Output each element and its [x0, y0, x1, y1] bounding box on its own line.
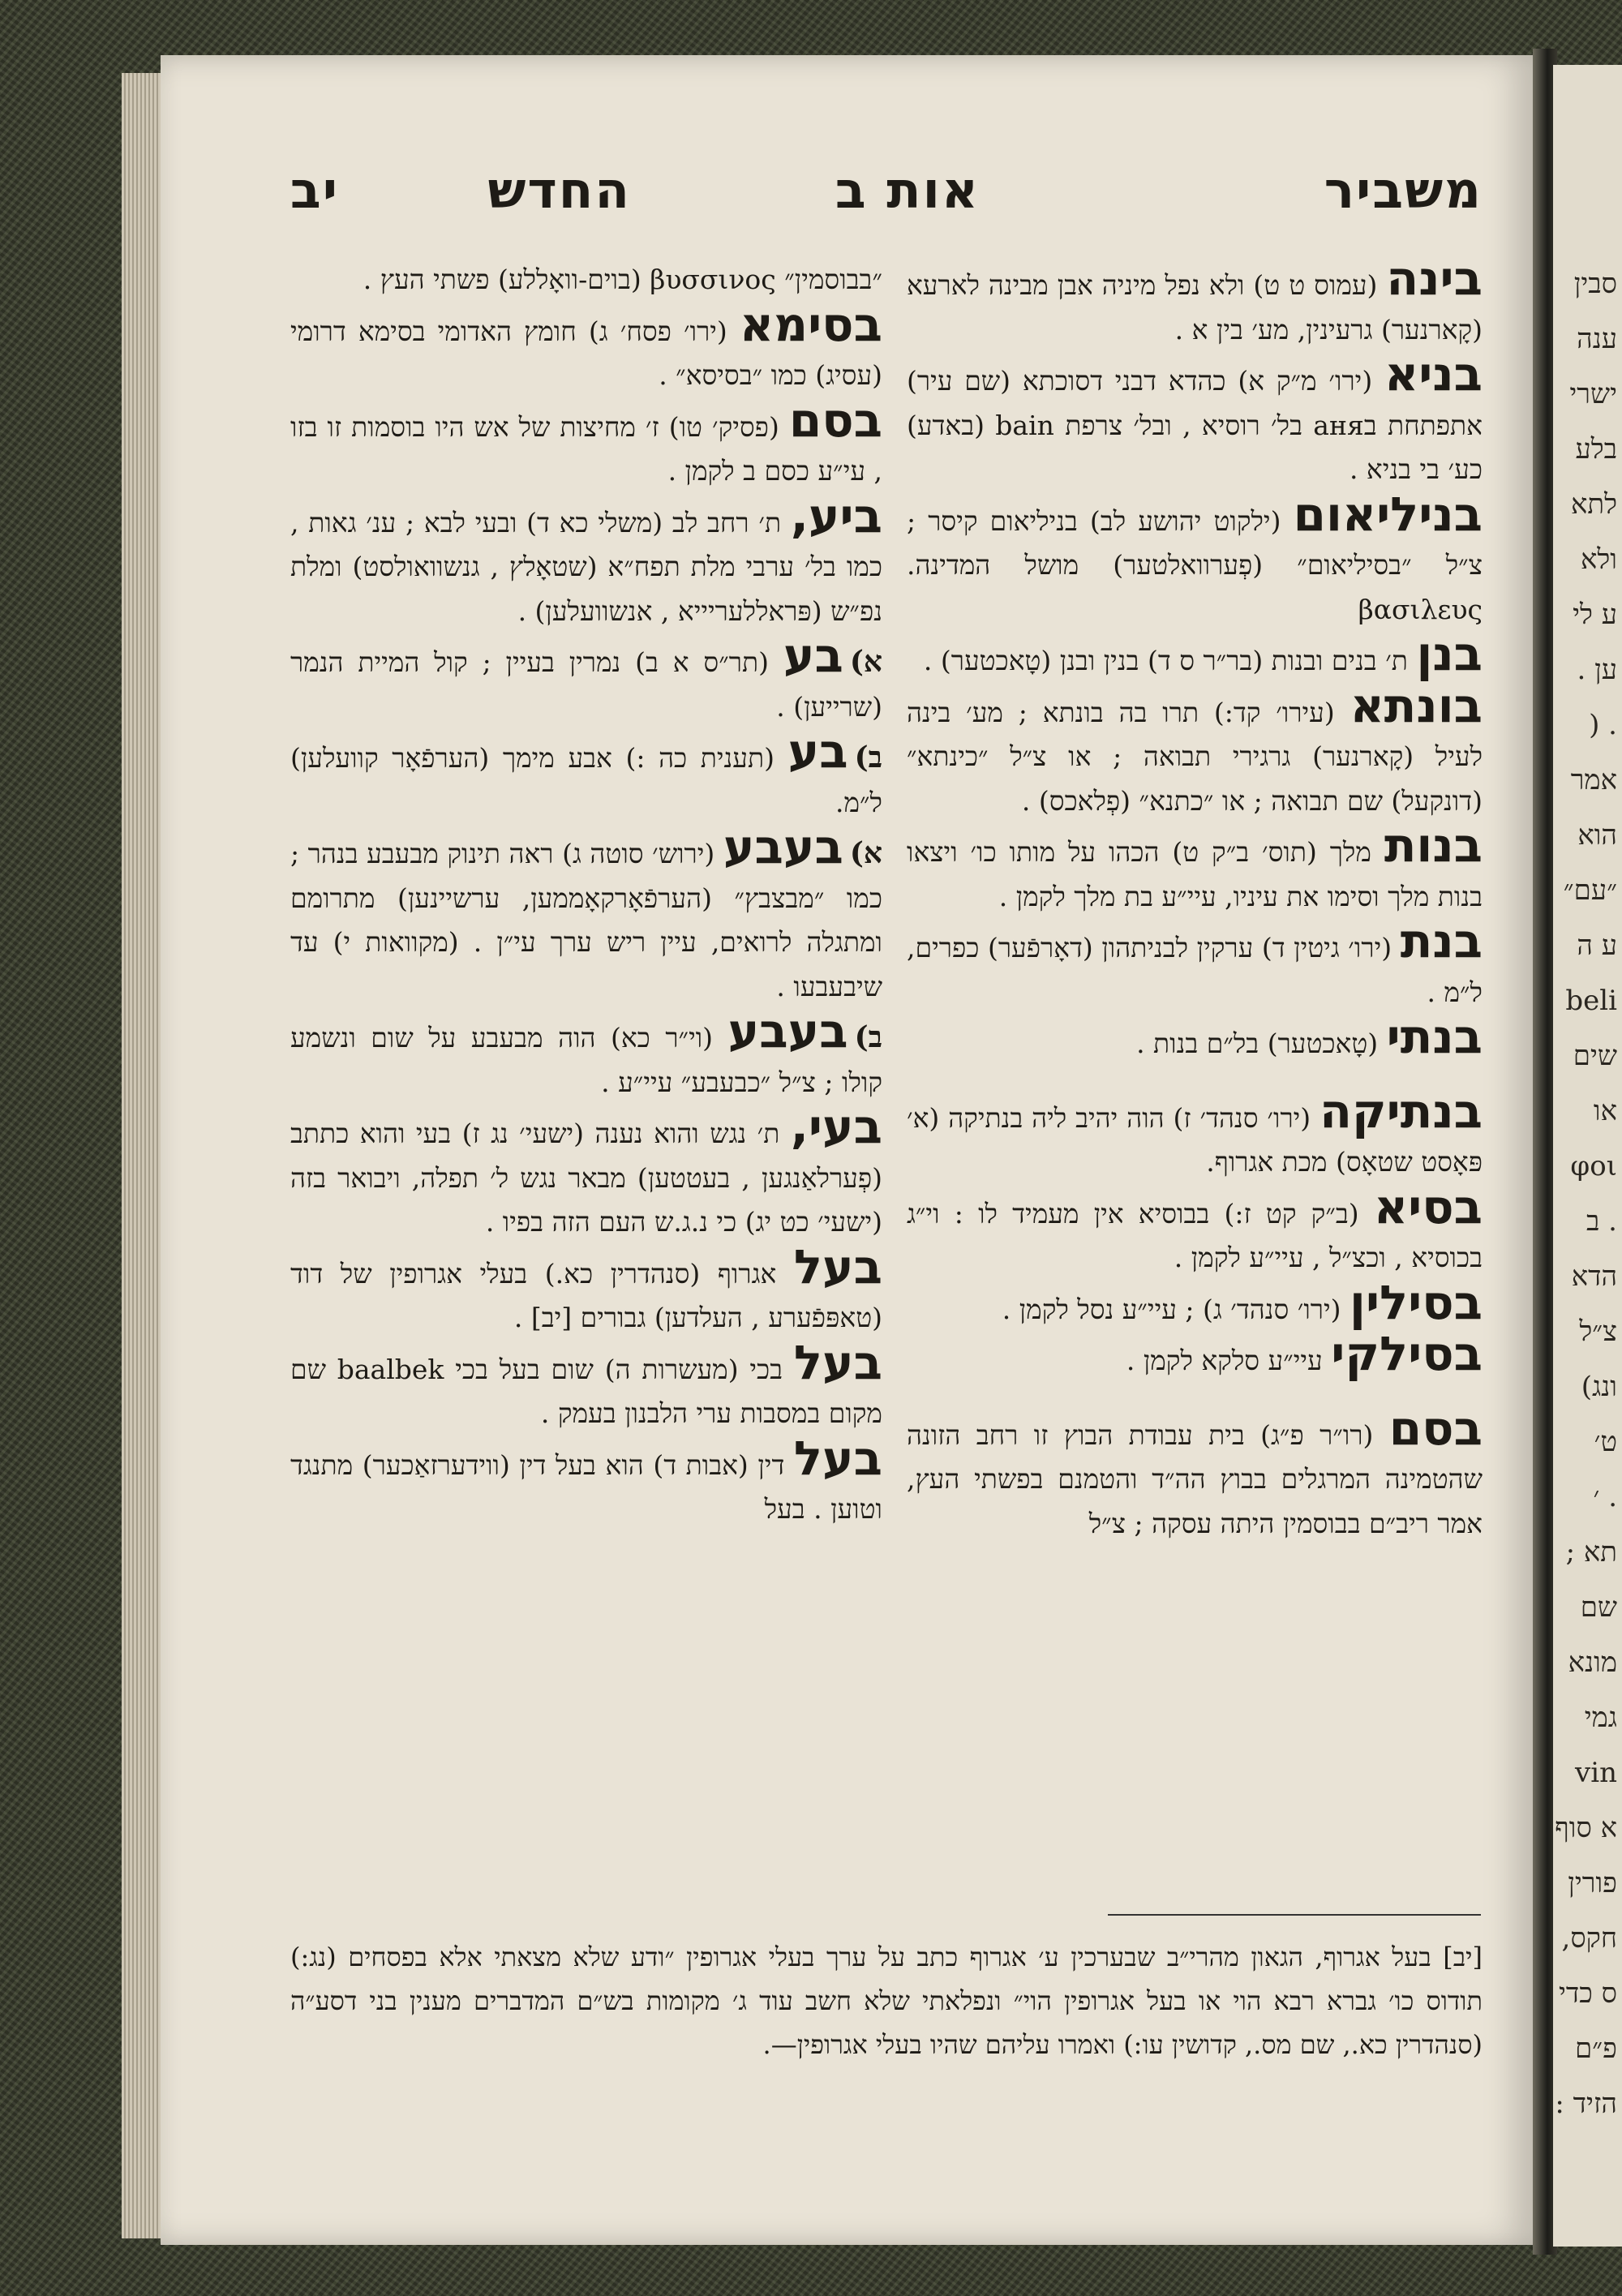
facing-page-fragment: ען .: [1577, 654, 1617, 686]
entry-headword: בעבע: [723, 819, 843, 874]
dictionary-entry: [290, 1003, 882, 1105]
entry-headword: בע: [787, 723, 848, 779]
facing-page-fragment: ענה: [1577, 323, 1617, 355]
dictionary-entry: [290, 1430, 883, 1532]
entry-headword: בסם: [788, 392, 882, 448]
header-page-number: יב: [290, 161, 339, 220]
entry-definition: (ירוש׳ סוטה ג) ראה תינוק מבעבע בנהר ; כמו ״מבצבץ״ (הערפֿאָרקאָממען, ערשיינען) מתרומם ומתגלה לרואים, עיין ריש ערך עי״ן . (מקוואות י) עד שיבעבעו .: [290, 838, 882, 1002]
entry-headword: בסילקי: [1331, 1326, 1483, 1381]
entry-headword: בנות: [1384, 818, 1483, 873]
entry-headword: בניליאום: [1293, 486, 1483, 542]
dictionary-entry: [907, 486, 1483, 633]
dictionary-entry: [907, 1326, 1483, 1384]
facing-page-fragment: . ׳: [1593, 1481, 1617, 1513]
entry-headword: בעל: [793, 1238, 882, 1294]
dictionary-entry: [290, 296, 882, 398]
entry-headword: בע: [783, 628, 843, 683]
entry-definition: (טָאכטער) בל״ם בנות .: [1136, 1028, 1379, 1059]
entry-definition: (ירו׳ סנהד׳ ג) ; עיי״ע נסל לקמן .: [1002, 1293, 1341, 1325]
facing-page-fragment: ישרי: [1569, 378, 1617, 410]
facing-page-fragment: בלע: [1575, 433, 1617, 466]
running-header: [161, 161, 1539, 250]
entry-sense-number: ב): [854, 1020, 882, 1054]
entry-definition: ת׳ רחב לב (משלי כא ד) ובעי לבא ; ענ׳ גאות , כמו בל׳ ערבי מלת תפח״א (שטאָלץ , גנשוואולסט) ומלת נפ״ש (פּראללעריייא , אנשוועלען) .: [290, 506, 882, 627]
entry-headword: בסילין: [1350, 1274, 1483, 1330]
dictionary-entry: [290, 628, 883, 729]
entry-definition: (תענית כה :) אבע מימך (הערפֿאָר קוועלען) ל״מ.: [290, 742, 882, 818]
facing-page-fragment: . ב: [1586, 1205, 1617, 1238]
facing-page-fragment: פורין: [1568, 1867, 1617, 1899]
header-title: משביר: [1324, 161, 1483, 220]
entry-headword: בסם: [1388, 1400, 1483, 1456]
entry-headword: בנתיקה: [1319, 1083, 1483, 1139]
entry-headword: בעל: [793, 1334, 882, 1390]
entry-headword: בעי,: [790, 1099, 882, 1154]
facing-page-fragment: beli: [1565, 985, 1617, 1017]
dictionary-entry: [290, 487, 883, 634]
entry-definition: (פסיק׳ טו) ז׳ מחיצות של אש היו בוסמות זו בזו , עי״ע כסם ב לקמן .: [290, 410, 882, 487]
entry-definition: (רו״ר פ״ג) בית עבודת הבוץ זו רחב הזונה שהטמינה המרגלים בבוץ הה״ד והטמנם בפשתי העץ, אמר ריב״ם בבוסמין היתה עסקה ; צ״ל: [907, 1418, 1483, 1539]
entry-definition: בכי (מעשרות ה) שום בעל בכי baalbek שם מקום במסבות ערי הלבנון בעמק .: [290, 1353, 882, 1429]
dictionary-entry: [907, 346, 1483, 492]
dictionary-entry: [907, 1274, 1483, 1333]
facing-page-fragment: סבין: [1573, 268, 1617, 300]
dictionary-entry: [290, 258, 882, 303]
entry-headword: ביע,: [790, 487, 883, 543]
entry-definition: (ירו׳ פסח׳ ג) חומץ האדומי בסימא דרומי (עסיג) כמו ״בסיסא״ .: [290, 315, 882, 391]
facing-page-fragment: אמר: [1570, 764, 1617, 796]
page-edges: [122, 73, 166, 2238]
dictionary-entry: [907, 1400, 1483, 1547]
header-section: אות ב: [835, 161, 980, 220]
facing-page-fragment: ט׳: [1594, 1426, 1617, 1458]
entry-definition: (וי״ר כא) הוה מבעבע על שום ונשמע קולו ; צ״ל ״כבעבע״ עיי״ע .: [290, 1022, 882, 1098]
entry-sense-number: ב): [854, 740, 882, 775]
dictionary-entry: [907, 626, 1483, 684]
entry-sense-number: א): [849, 836, 882, 870]
facing-page-fragment: ״עם״: [1563, 874, 1617, 907]
entry-definition: (ילקוט יהושע לב) בניליאום קיסר ; צ״ל ״בסיליאום״ (פְערוואלטער) מושל המדינה. βασιλευς: [907, 504, 1483, 625]
dictionary-page: [161, 55, 1539, 2245]
right-column: [907, 251, 1483, 1547]
entry-definition: (תר״ס א ב) נמרין בעיין ; קול המיית הנמר (שרייען) .: [290, 646, 882, 723]
dictionary-entry: [907, 818, 1483, 919]
footnote-rule: [1108, 1914, 1481, 1916]
facing-page-fragment: א סוף: [1555, 1812, 1617, 1844]
entry-headword: בונתא: [1350, 677, 1483, 733]
dictionary-entry: [907, 1178, 1483, 1281]
facing-page-fragment: או: [1593, 1095, 1617, 1127]
dictionary-entry: [907, 251, 1483, 352]
facing-page-fragment: ע ה: [1577, 929, 1617, 962]
entry-headword: בעל: [793, 1430, 883, 1486]
facing-page-fragment: ס כדי: [1558, 1977, 1617, 2010]
entry-definition: ״בבוסמין״ βυσσινος (בוים-וואָללע) פשתי העץ .: [363, 264, 882, 295]
facing-page-fragment: תא ;: [1565, 1536, 1617, 1569]
left-column: [290, 258, 882, 1534]
facing-page-fragment: הדא: [1571, 1260, 1617, 1293]
facing-page-edge: [1553, 65, 1622, 2247]
facing-page-fragment: צ״ל: [1579, 1315, 1617, 1348]
facing-page-fragment: φοι: [1570, 1150, 1617, 1182]
facing-page-fragment: ע לי: [1573, 599, 1617, 631]
dictionary-entry: [907, 913, 1483, 1015]
facing-page-fragment: ולא: [1580, 543, 1617, 576]
dictionary-entry: [290, 392, 882, 494]
entry-definition: (עירו׳ קד:) תרו בה בונתא ; מע׳ בינה לעיל (קָארנער) גרגירי תבואה ; או צ״ל ״כינתא״ (דונקעל) שם תבואה ; או ״כתנא״ (פְלאכס) .: [907, 696, 1483, 817]
header-subtitle: החדש: [487, 161, 631, 220]
entry-definition: (עמוס ט ט) ולא נפל מיניה אבן מבינה לארעא (קָארנער) גרעינין, מע׳ בין א .: [907, 269, 1483, 345]
facing-page-fragment: שם: [1580, 1591, 1617, 1624]
footnotes: [290, 1935, 1483, 2066]
entry-sense-number: א): [849, 645, 883, 679]
dictionary-entry: [907, 677, 1483, 824]
entry-definition: (ירו׳ סנהד׳ ז) הוה יהיב ליה בנתיקה (א׳ פּאָסט שטאָס) מכת אגרוף.: [907, 1101, 1483, 1178]
entry-definition: (ב״ק קט ז:) בבוסיא אין מעמיד לו : וי״ג בכוסיא , וכצ״ל , עיי״ע לקמן .: [907, 1197, 1483, 1273]
facing-page-fragment: מונא: [1568, 1646, 1617, 1679]
facing-page-fragment: גמי: [1584, 1702, 1617, 1734]
facing-page-fragment: חקס,: [1561, 1922, 1617, 1955]
dictionary-entry: [907, 1083, 1483, 1185]
entry-headword: בניא: [1384, 346, 1483, 401]
entry-definition: (ירו׳ גיטין ד) ערקין לבניתהון (דאָרפֿער) כפרים, ל״מ .: [907, 932, 1483, 1008]
dictionary-entry: [290, 723, 882, 825]
facing-page-fragment: פ״ם: [1575, 2032, 1617, 2065]
facing-page-fragment: שים: [1573, 1040, 1617, 1072]
entry-headword: בסימא: [739, 296, 882, 352]
dictionary-entry: [290, 1099, 882, 1245]
dictionary-entry: [290, 1238, 882, 1341]
dictionary-entry: [907, 1009, 1483, 1066]
entry-headword: בסיא: [1373, 1178, 1483, 1234]
facing-page-fragment: לתא: [1570, 488, 1617, 521]
facing-page-fragment: הוא: [1577, 819, 1617, 852]
footnote: [יב] בעל אגרוף, הגאון מהרי״ב שבערכין ע׳ אגרוף כתב על ערך בעלי אגרופין ״ודע שלא מצאתי אלא בפסחים (נג:) תודוס כו׳ גברא רבא הוי או בעל אגרופין הוי״ ונפלאתי שלא חשב עוד ג׳ מקומות בש״ם המדברים מענין בני דסע״ה (סנהדרין כא., שם מס., קדושין עו:) ואמרו עליהם שהיו בעלי אגרופין—.: [290, 1942, 1483, 2060]
facing-page-fragment: הזיד :: [1555, 2088, 1617, 2120]
facing-page-fragment: . (: [1589, 709, 1617, 741]
entry-headword: בעבע: [727, 1003, 848, 1058]
entry-headword: בנתי: [1386, 1009, 1483, 1064]
entry-definition: ת׳ בנים ובנות (בר״ר ס ד) בנין ובנן (טָאכטער) .: [923, 645, 1408, 676]
entry-headword: בינה: [1386, 251, 1483, 306]
entry-headword: בנן: [1416, 626, 1483, 681]
entry-headword: בנת: [1400, 913, 1483, 968]
entry-definition: אגרוף (סנהדרין כא.) בעלי אגרופין של דוד (טאפּפֿערע , העלדען) גבורים [יב] .: [290, 1257, 882, 1333]
entry-definition: מלך (תוס׳ ב״ק ט) הכהו על מותו כו׳ ויצאו בנות מלך וסימו את עיניו, עיי״ע בת מלך לקמן .: [907, 836, 1483, 912]
dictionary-entry: [290, 1334, 882, 1436]
entry-definition: (ירו׳ מ״ק א) כהדא דבני דסוכתא (שם עיר) אתפתחת בаня בל׳ רוסיא , ובל׳ צרפת bain (באדע) כע׳ בי בניא .: [907, 365, 1483, 485]
entry-definition: עיי״ע סלקא לקמן .: [1126, 1345, 1323, 1376]
entry-definition: דין (אבות ד) הוא בעל דין (ווידערזאַכער) מתנגד וטוען . בעל: [290, 1448, 882, 1525]
facing-page-fragment: vin: [1575, 1757, 1617, 1789]
dictionary-entry: [290, 819, 882, 1009]
entry-definition: ת׳ נגש והוא נענה (ישעי׳ נג ז) בעי והוא כתתב (פְערלאַנגען , בעטטען) מבאר נגש ל׳ תפלה, ויבואר בזה (ישעי׳ כט יג) כי נ.ג.ש העם הזה בפיו .: [290, 1118, 882, 1238]
facing-page-fragment: ונג): [1581, 1371, 1617, 1403]
